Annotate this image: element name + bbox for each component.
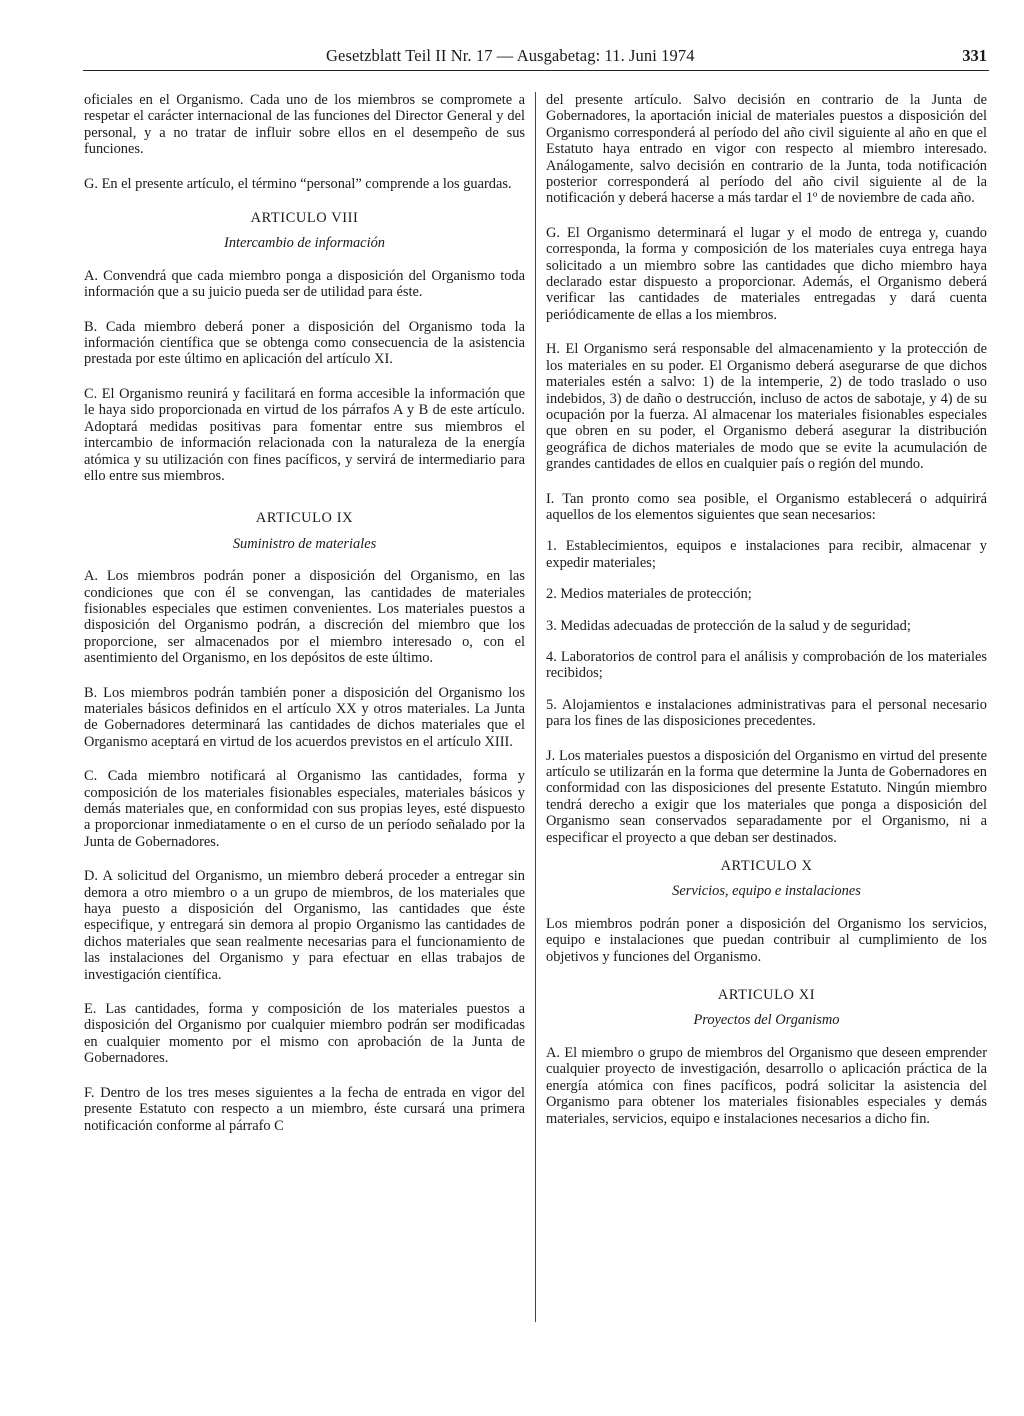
article-heading: ARTICULO IX	[255, 510, 354, 527]
header-rule	[83, 70, 989, 71]
list-item: 5. Alojamientos e instalaciones administrativas para el personal necesario para los fines de las disposiciones precedentes.	[546, 696, 987, 730]
paragraph: C. Cada miembro notificará al Organismo las cantidades, forma y composición de los materiales fisionables especiales, materiales básicos y demás materiales que, en conformidad con sus propias leyes, esté dispuesto a proporcionar inmediatamente o en el curso de un período señalado por la Junta de Gobernadores.	[84, 768, 525, 850]
paragraph: A. El miembro o grupo de miembros del Organismo que deseen emprender cualquier proyecto de investigación, desarrollo o aplicación práctica de la energía atómica con fines pacíficos, podrá solicitar la asistencia del Organismo para obtener los materiales fisionables especiales y demás materiales, servicios, equipo e instalaciones necesarios a dicho fin.	[546, 1044, 987, 1127]
paragraph: I. Tan pronto como sea posible, el Organismo establecerá o adquirirá aquellos de los elementos siguientes que sean necesarios:	[546, 490, 987, 523]
list-item: 1. Establecimientos, equipos e instalaciones para recibir, almacenar y expedir materiales;	[546, 538, 987, 571]
article-subtitle: Suministro de materiales	[232, 535, 377, 552]
paragraph: del presente artículo. Salvo decisión en contrario de la Junta de Gobernadores, la aportación inicial de materiales puestos a disposición del Organismo corresponderá al período del año civil siguiente al año en que el Estatuto haya entrado en vigor con respecto al miembro interesado. Análogamente, salvo decisión en contrario de la Junta, toda notificación posterior corresponderá al período del año civil siguiente al de la notificación y deberá hacerse a más tardar el 1º de noviembre de cada año.	[546, 92, 987, 207]
paragraph: G. En el presente artículo, el término “personal” comprende a los guardas.	[84, 175, 512, 192]
page-number: 331	[962, 46, 987, 65]
paragraph: B. Cada miembro deberá poner a disposición del Organismo toda la información científica que se obtenga como consecuencia de la asistencia prestada por este último en aplicación del artículo XI.	[84, 318, 525, 368]
paragraph: B. Los miembros podrán también poner a disposición del Organismo los materiales básicos definidos en el artículo XX y otros materiales. La Junta de Gobernadores determinará las cantidades de dichos materiales que el Organismo aceptará en virtud de los acuerdos previstos en el artículo XIII.	[84, 684, 525, 750]
article-heading: ARTICULO VIII	[250, 210, 359, 227]
list-item: 3. Medidas adecuadas de protección de la salud y de seguridad;	[546, 617, 911, 634]
paragraph: A. Los miembros podrán poner a disposición del Organismo, en las condiciones que con él se convengan, las cantidades de materiales fisionables especiales que estimen convenientes. Los materiales puestos a disposición del Organismo podrán, a discreción del miembro que los proporcione, ser almacenados por el miembro interesado o, con el asentimiento del Organismo, en los depósitos de este último.	[84, 568, 525, 667]
list-item: 4. Laboratorios de control para el análisis y comprobación de los materiales recibidos;	[546, 648, 987, 682]
paragraph: G. El Organismo determinará el lugar y el modo de entrega y, cuando corresponda, la forma y composición de los materiales cuya entrega haya solicitado a un miembro sobre las cantidades que dicho miembro haya declarado estar dispuesto a proporcionar. Además, el Organismo deberá verificar las cantidades de materiales entregadas y dará cuenta periódicamente de ellas a los miembros.	[546, 224, 987, 323]
article-heading: ARTICULO X	[720, 858, 813, 875]
paragraph: H. El Organismo será responsable del almacenamiento y la protección de los materiales en su poder. El Organismo deberá asegurarse de que dichos materiales estén a salvo: 1) de la intemperie, 2) de todo traslado o uso indebidos, 3) de daño o destrucción, incluso de actos de sabotaje, y 4) de su ocupación por la fuerza. Al almacenar los materiales fisionables especiales que obren en su poder, el Organismo deberá asegurar la distribución geográfica de dichos materiales de modo que se evite la acumulación de grandes cantidades de ellos en cualquier país o región del mundo.	[546, 341, 987, 473]
article-subtitle: Intercambio de información	[224, 235, 385, 252]
left-column	[84, 92, 525, 1152]
paragraph: J. Los materiales puestos a disposición del Organismo en virtud del presente artículo se utilizarán en la forma que determine la Junta de Gobernadores en conformidad con las disposiciones del presente Estatuto. Ningún miembro tendrá derecho a exigir que los materiales que ponga a disposición del Organismo sean conservados separadamente por el Organismo, ni a especificar el proyecto a que deban ser destinados.	[546, 747, 987, 846]
page-header	[0, 46, 1024, 72]
paragraph: Los miembros podrán poner a disposición del Organismo los servicios, equipo e instalaciones que puedan contribuir al cumplimiento de los objetivos y funciones del Organismo.	[546, 915, 987, 965]
header-title: Gesetzblatt Teil II Nr. 17 — Ausgabetag: 11. Juni 1974	[326, 46, 695, 65]
paragraph: C. El Organismo reunirá y facilitará en forma accesible la información que le haya sido proporcionada en virtud de los párrafos A y B de este artículo. Adoptará medidas positivas para fomentar entre sus miembros el intercambio de información relacionada con la naturaleza de la energía atómica y su utilización con fines pacíficos, y servirá de intermediario para ello entre sus miembros.	[84, 385, 525, 484]
paragraph: A. Convendrá que cada miembro ponga a disposición del Organismo toda información que a su juicio pueda ser de utilidad para éste.	[84, 267, 525, 301]
paragraph: D. A solicitud del Organismo, un miembro deberá proceder a entregar sin demora a otro miembro o a un grupo de miembros, de los materiales que haya puesto a disposición del Organismo, las cantidades que éste especifique, y entregará sin demora al propio Organismo las cantidades de dichos materiales que sean realmente necesarias para el funcionamiento de las instalaciones del Organismo y para efectuar en ellas trabajos de investigación científica.	[84, 868, 525, 983]
article-subtitle: Servicios, equipo e instalaciones	[672, 883, 861, 900]
article-subtitle: Proyectos del Organismo	[693, 1012, 840, 1029]
list-item: 2. Medios materiales de protección;	[546, 586, 752, 603]
right-column	[546, 92, 987, 1145]
article-heading: ARTICULO XI	[717, 987, 816, 1004]
paragraph: E. Las cantidades, forma y composición de los materiales puestos a disposición del Organismo por cualquier miembro podrán ser modificadas en cualquier momento por el mismo con aprobación de la Junta de Gobernadores.	[84, 1001, 525, 1067]
column-divider	[535, 92, 536, 1322]
paragraph: F. Dentro de los tres meses siguientes a la fecha de entrada en vigor del presente Estatuto con respecto a un miembro, éste cursará una primera notificación conforme al párrafo C	[84, 1084, 525, 1134]
paragraph: oficiales en el Organismo. Cada uno de los miembros se compromete a respetar el carácter internacional de las funciones del Director General y del personal, y a no tratar de influir sobre ellos en el desempeño de sus funciones.	[84, 92, 525, 158]
